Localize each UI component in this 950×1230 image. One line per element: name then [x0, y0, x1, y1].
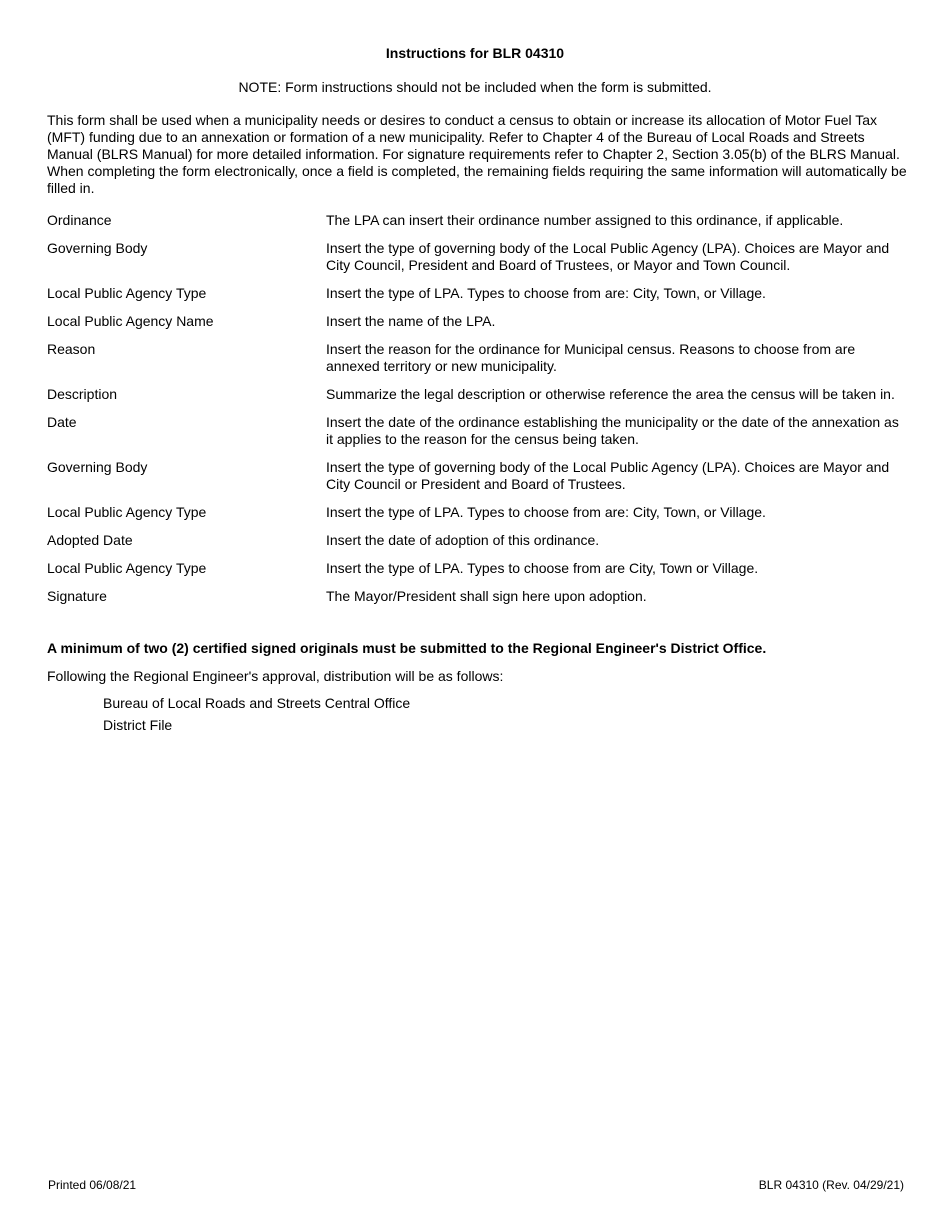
field-description: Insert the reason for the ordinance for Municipal census. Reasons to choose from are annexed territory or new municipality.	[326, 341, 856, 374]
field-row-ordinance	[47, 212, 907, 229]
field-row-governing-body-2	[47, 459, 907, 493]
footer-form-id: BLR 04310 (Rev. 04/29/21)	[758, 1178, 904, 1192]
distribution-item: Bureau of Local Roads and Streets Central Office	[103, 695, 411, 711]
distribution-list	[103, 695, 410, 739]
field-row-governing-body	[47, 240, 907, 274]
field-row-lpa-type-3	[47, 560, 907, 577]
field-label: Reason	[47, 341, 96, 357]
field-description: The LPA can insert their ordinance number assigned to this ordinance, if applicable.	[326, 212, 844, 228]
field-row-lpa-type-2	[47, 504, 907, 521]
field-description: Insert the name of the LPA.	[326, 313, 496, 329]
field-label: Local Public Agency Type	[47, 504, 207, 520]
distribution-intro: Following the Regional Engineer's approval, distribution will be as follows:	[47, 668, 504, 684]
field-description: Insert the type of LPA. Types to choose from are: City, Town, or Village.	[326, 504, 766, 520]
field-row-lpa-name	[47, 313, 907, 330]
field-label: Local Public Agency Type	[47, 560, 207, 576]
field-row-lpa-type	[47, 285, 907, 302]
field-description: The Mayor/President shall sign here upon adoption.	[326, 588, 647, 604]
document-title: Instructions for BLR 04310	[385, 45, 565, 61]
field-description: Insert the type of governing body of the Local Public Agency (LPA). Choices are Mayor and City Council, President and Board of Trustees, or Mayor and Town Council.	[326, 240, 890, 273]
field-label: Signature	[47, 588, 107, 604]
field-row-signature	[47, 588, 907, 605]
distribution-item: District File	[103, 717, 173, 733]
field-label: Local Public Agency Type	[47, 285, 207, 301]
submission-note: NOTE: Form instructions should not be included when the form is submitted.	[238, 79, 712, 95]
field-description: Insert the date of the ordinance establishing the municipality or the date of the annexation as it applies to the reason for the census being taken.	[326, 414, 899, 447]
field-label: Description	[47, 386, 118, 402]
field-description: Insert the type of LPA. Types to choose from are City, Town or Village.	[326, 560, 759, 576]
intro-paragraph: This form shall be used when a municipality needs or desires to conduct a census to obtain or increase its allocation of Motor Fuel Tax (MFT) funding due to an annexation or formation of a new municipality. Refer to Chapter 4 of the Bureau of Local Roads and Streets Manual (BLRS Manual) for more detailed information. For signature requirements refer to Chapter 2, Section 3.05(b) of the BLRS Manual. When completing the form electronically, once a field is completed, the remaining fields requiring the same information will automatically be filled in.	[47, 112, 907, 196]
field-row-date	[47, 414, 907, 448]
footer-printed-date: Printed 06/08/21	[48, 1178, 137, 1192]
field-row-description	[47, 386, 907, 403]
field-label: Governing Body	[47, 459, 148, 475]
field-description: Insert the type of governing body of the Local Public Agency (LPA). Choices are Mayor and City Council or President and Board of Trustees.	[326, 459, 890, 492]
field-description: Insert the date of adoption of this ordinance.	[326, 532, 600, 548]
minimum-originals-note: A minimum of two (2) certified signed originals must be submitted to the Regional Engineer's District Office.	[47, 640, 767, 656]
field-row-adopted-date	[47, 532, 907, 549]
field-row-reason	[47, 341, 907, 375]
field-label: Local Public Agency Name	[47, 313, 214, 329]
field-description: Summarize the legal description or otherwise reference the area the census will be taken in.	[326, 386, 895, 402]
field-description: Insert the type of LPA. Types to choose from are: City, Town, or Village.	[326, 285, 766, 301]
field-label: Date	[47, 414, 77, 430]
field-label: Ordinance	[47, 212, 112, 228]
field-label: Adopted Date	[47, 532, 133, 548]
field-instructions-list	[47, 212, 907, 616]
field-label: Governing Body	[47, 240, 148, 256]
